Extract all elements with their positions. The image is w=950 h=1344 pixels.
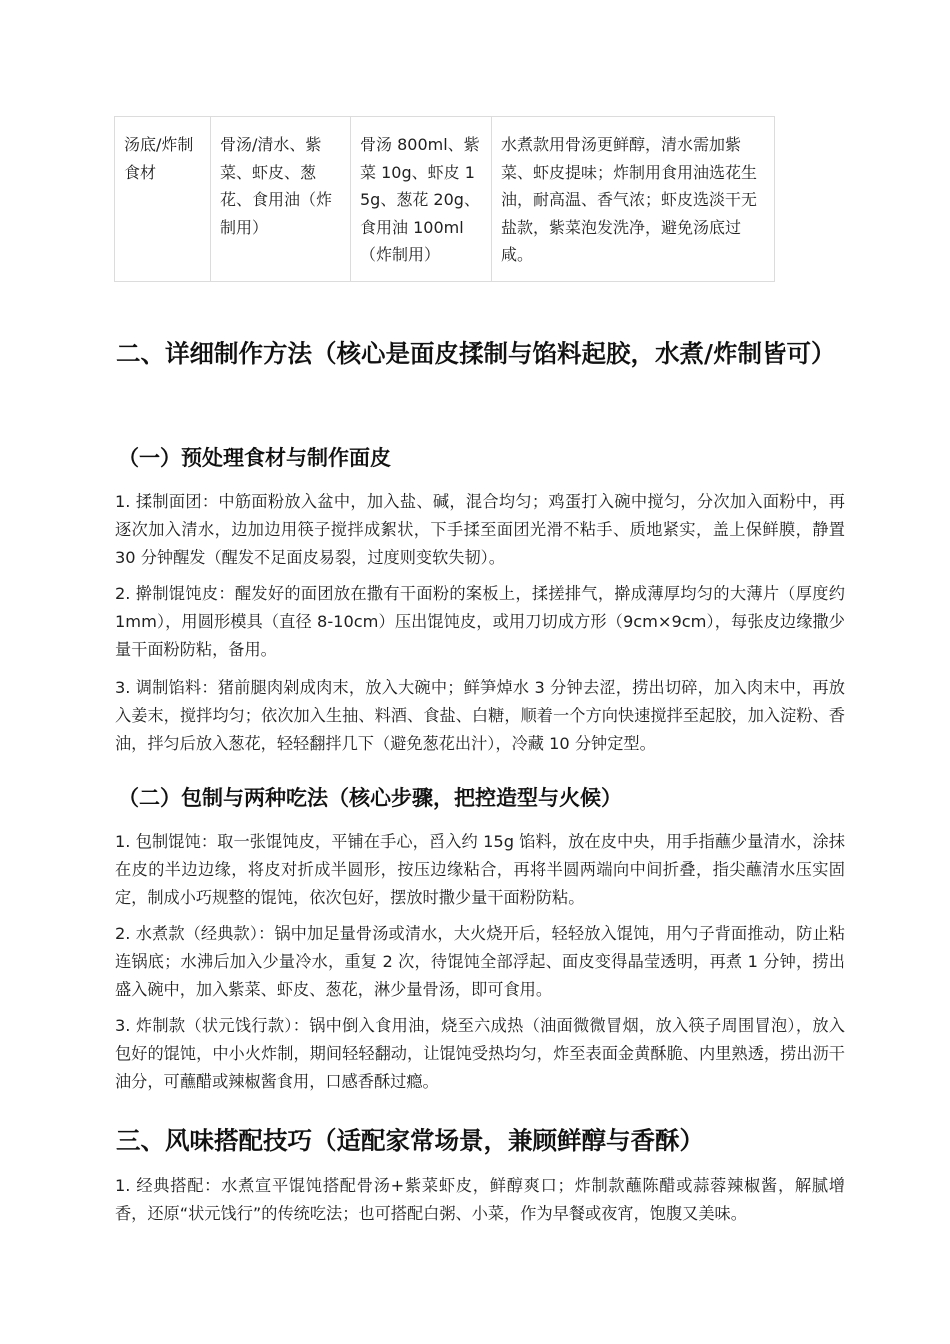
section-3-heading: 三、风味搭配技巧（适配家常场景，兼顾鲜醇与香酥） (116, 1126, 704, 1155)
paragraph-boiled-style: 2. 水煮款（经典款）：锅中加足量骨汤或清水，大火烧开后，轻轻放入馄饨，用勺子背面推动，防止粘连锅底；水沸后加入少量冷水，重复 2 次，待馄饨全部浮起、面皮变得晶莹透明，再煮 1 分钟，捞出盛入碗中，加入紫菜、虾皮、葱花，淋少量骨汤，即可食用。 (115, 924, 845, 999)
paragraph-prepare-filling: 3. 调制馅料：猪前腿肉剁成肉末，放入大碗中；鲜笋焯水 3 分钟去涩，捞出切碎，加入肉末中，再放入姜末，搅拌均匀；依次加入生抽、料酒、食盐、白糖，顺着一个方向快速搅拌至起胶，加入淀粉、香油，拌匀后放入葱花，轻轻翻拌几下（避免葱花出汁），冷藏 10 分钟定型。 (115, 678, 845, 753)
paragraph-roll-wrappers: 2. 擀制馄饨皮：醒发好的面团放在撒有干面粉的案板上，揉搓排气，擀成薄厚均匀的大薄片（厚度约 1mm），用圆形模具（直径 8-10cm）压出馄饨皮，或用刀切成方形（9cm×9cm），每张皮边缘撒少量干面粉防粘，备用。 (115, 584, 845, 659)
table-row (115, 117, 775, 282)
paragraph-classic-pairing: 1. 经典搭配：水煮宣平馄饨搭配骨汤+紫菜虾皮，鲜醇爽口；炸制款蘸陈醋或蒜蓉辣椒酱，解腻增香，还原“状元饯行”的传统吃法；也可搭配白粥、小菜，作为早餐或夜宵，饱腹又美味。 (115, 1176, 845, 1223)
table-cell-notes: 水煮款用骨汤更鲜醇，清水需加紫菜、虾皮提味；炸制用食用油选花生油，耐高温、香气浓；虾皮选淡干无盐款，紫菜泡发洗净，避免汤底过咸。 (492, 117, 775, 282)
paragraph-knead-dough: 1. 揉制面团：中筋面粉放入盆中，加入盐、碱，混合均匀；鸡蛋打入碗中搅匀，分次加入面粉中，再逐次加入清水，边加边用筷子搅拌成絮状，下手揉至面团光滑不粘手、质地紧实，盖上保鲜膜，静置 30 分钟醒发（醒发不足面皮易裂，过度则变软失韧）。 (115, 492, 845, 567)
subsection-1-heading: （一）预处理食材与制作面皮 (118, 446, 391, 470)
subsection-2-heading: （二）包制与两种吃法（核心步骤，把控造型与火候） (118, 786, 622, 810)
table-cell-category: 汤底/炸制食材 (115, 117, 211, 282)
ingredient-table (114, 116, 775, 282)
table-cell-amounts: 骨汤 800ml、紫菜 10g、虾皮 15g、葱花 20g、食用油 100ml（炸制用） (351, 117, 492, 282)
paragraph-wrap-wontons: 1. 包制馄饨：取一张馄饨皮，平铺在手心，舀入约 15g 馅料，放在皮中央，用手指蘸少量清水，涂抹在皮的半边边缘，将皮对折成半圆形，按压边缘粘合，再将半圆两端向中间折叠，指尖蘸清水压实固定，制成小巧规整的馄饨，依次包好，摆放时撒少量干面粉防粘。 (115, 832, 845, 907)
section-2-heading: 二、详细制作方法（核心是面皮揉制与馅料起胶，水煮/炸制皆可） (116, 339, 836, 368)
paragraph-fried-style: 3. 炸制款（状元饯行款）：锅中倒入食用油，烧至六成热（油面微微冒烟，放入筷子周围冒泡），放入包好的馄饨，中小火炸制，期间轻轻翻动，让馄饨受热均匀，炸至表面金黄酥脆、内里熟透，捞出沥干油分，可蘸醋或辣椒酱食用，口感香酥过瘾。 (115, 1016, 845, 1091)
table-cell-ingredients: 骨汤/清水、紫菜、虾皮、葱花、食用油（炸制用） (211, 117, 351, 282)
